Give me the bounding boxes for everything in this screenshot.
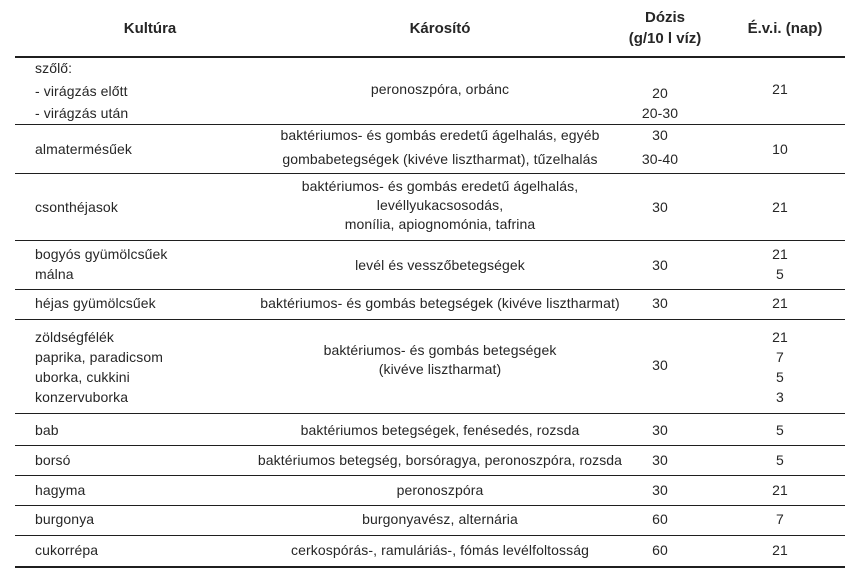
pest-cell: gombabetegségek (kivéve lisztharmat), tűzelhalás (282, 151, 598, 167)
crop-cell: burgonya (35, 511, 95, 527)
crop-cell: málna (35, 266, 74, 282)
row-divider (15, 173, 845, 174)
pest-cell: (kivéve lisztharmat) (378, 361, 502, 377)
row-divider (15, 124, 845, 125)
waiting-days-cell: 21 (772, 199, 788, 215)
dose-cell: 30 (652, 452, 668, 468)
row-divider (15, 413, 845, 414)
pest-cell: levéllyukacsosodás, (376, 197, 504, 213)
waiting-days-cell: 21 (772, 482, 788, 498)
crop-cell: - virágzás előtt (35, 83, 128, 99)
dose-cell: 30 (652, 422, 668, 438)
dose-cell: 30 (652, 199, 668, 215)
waiting-days-cell: 5 (776, 266, 784, 282)
dose-cell: 30 (652, 257, 668, 273)
pest-cell: cerkospórás-, ramuláriás-, fómás levélfoltosság (290, 542, 590, 558)
crop-cell: - virágzás után (35, 105, 129, 121)
pest-cell: peronoszpóra (396, 482, 484, 498)
waiting-days-cell: 7 (776, 349, 784, 365)
crop-cell: uborka, cukkini (35, 369, 130, 385)
table-bottom-rule (15, 566, 845, 568)
dose-cell: 30 (652, 295, 668, 311)
waiting-days-cell: 21 (772, 542, 788, 558)
pest-cell: baktériumos betegség, borsóragya, peronoszpóra, rozsda (257, 452, 623, 468)
header-kultura-label: Kultúra (123, 19, 177, 37)
dose-cell: 30 (652, 357, 668, 373)
dose-cell: 60 (652, 511, 668, 527)
dose-cell: 60 (652, 542, 668, 558)
header-kultura (60, 0, 240, 56)
pest-cell: levél és vesszőbetegségek (355, 257, 525, 273)
crop-cell: hagyma (35, 482, 86, 498)
header-evi (730, 0, 840, 56)
waiting-days-cell: 21 (772, 295, 788, 311)
row-divider (15, 445, 845, 446)
crop-cell: paprika, paradicsom (35, 349, 163, 365)
header-evi-label: É.v.i. (nap) (747, 19, 823, 37)
crop-cell: borsó (35, 452, 71, 468)
crop-cell: szőlő: (35, 60, 73, 76)
pest-cell: baktériumos- és gombás betegségek (323, 342, 557, 358)
header-dozis (605, 0, 725, 56)
waiting-days-cell: 5 (776, 452, 784, 468)
dose-cell: 20 (652, 85, 668, 101)
waiting-days-cell: 7 (776, 511, 784, 527)
dose-cell: 20-30 (641, 105, 679, 121)
pest-cell: monília, apiognomónia, tafrina (344, 216, 536, 232)
header-karosito (290, 0, 590, 56)
dose-cell: 30 (652, 127, 668, 143)
pest-cell: baktériumos- és gombás eredetű ágelhalás, (301, 178, 579, 194)
pest-cell: baktériumos betegségek, fenésedés, rozsda (300, 422, 580, 438)
row-divider (15, 505, 845, 506)
pest-cell: peronoszpóra, orbánc (370, 81, 510, 97)
pest-cell: baktériumos- és gombás betegségek (kivéve lisztharmat) (260, 295, 620, 311)
pest-cell: baktériumos- és gombás eredetű ágelhalás, egyéb (280, 127, 600, 143)
waiting-days-cell: 21 (772, 246, 788, 262)
pest-cell: burgonyavész, alternária (362, 511, 518, 527)
waiting-days-cell: 5 (776, 369, 784, 385)
crop-cell: bogyós gyümölcsűek (35, 246, 168, 262)
crop-cell: konzervuborka (35, 389, 129, 405)
crop-cell: almatermésűek (35, 141, 133, 157)
dose-cell: 30-40 (641, 151, 679, 167)
row-divider (15, 535, 845, 536)
header-rule (15, 56, 845, 58)
waiting-days-cell: 5 (776, 422, 784, 438)
crop-cell: csonthéjasok (35, 199, 118, 215)
crop-cell: cukorrépa (35, 542, 99, 558)
dose-cell: 30 (652, 482, 668, 498)
waiting-days-cell: 21 (772, 329, 788, 345)
row-divider (15, 475, 845, 476)
waiting-days-cell: 10 (772, 141, 788, 157)
crop-cell: zöldségfélék (35, 329, 115, 345)
header-dozis-line1: Dózis (644, 9, 685, 26)
header-karosito-label: Károsító (409, 19, 471, 37)
waiting-days-cell: 21 (772, 81, 788, 97)
header-dozis-line2: (g/10 l víz) (628, 30, 702, 47)
row-divider (15, 289, 845, 290)
crop-cell: héjas gyümölcsűek (35, 295, 156, 311)
crop-cell: bab (35, 422, 59, 438)
row-divider (15, 240, 845, 241)
row-divider (15, 319, 845, 320)
waiting-days-cell: 3 (776, 389, 784, 405)
